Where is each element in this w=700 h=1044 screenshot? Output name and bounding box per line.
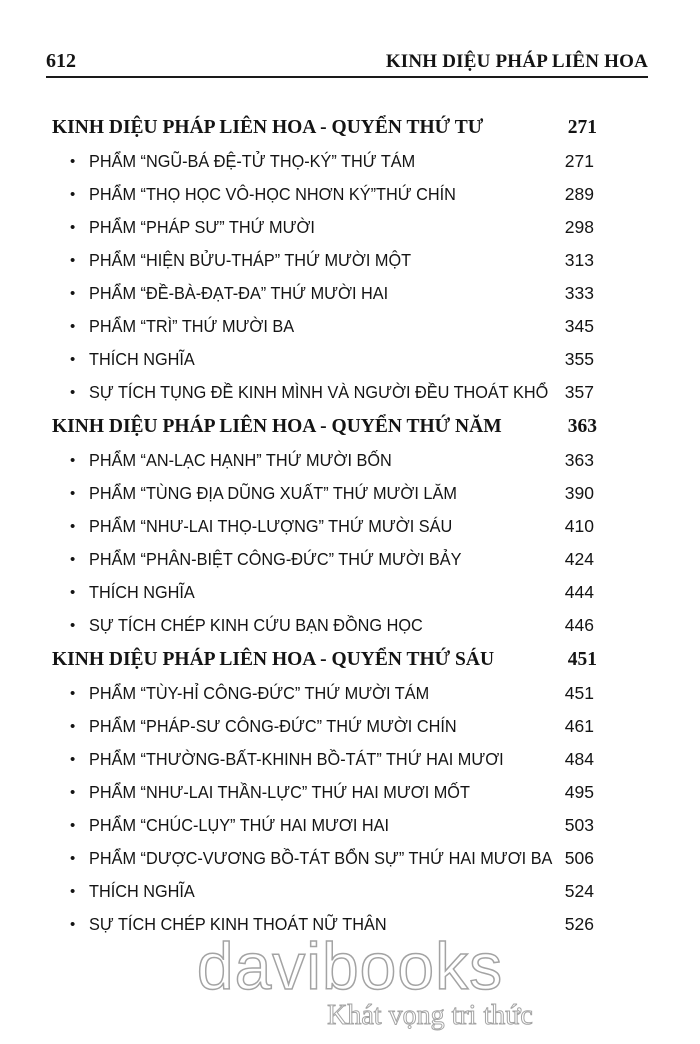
bullet-icon: • — [70, 384, 76, 401]
entry-title: THÍCH NGHĨA — [89, 582, 195, 602]
entry-title: SỰ TÍCH CHÉP KINH THOÁT NỮ THÂN — [89, 914, 387, 934]
toc-entry — [52, 843, 597, 876]
entry-page-number: 363 — [564, 450, 594, 470]
entry-title: THÍCH NGHĨA — [89, 349, 195, 369]
toc-entry — [52, 876, 597, 909]
toc-entry — [52, 678, 597, 711]
entry-page-number: 506 — [564, 848, 594, 868]
entry-page-number: 524 — [564, 881, 594, 901]
entry-page-number: 484 — [564, 749, 594, 769]
entry-title: PHẨM “NGŨ-BÁ ĐỆ-TỬ THỌ-KÝ” THỨ TÁM — [89, 151, 416, 171]
entry-title: PHẨM “NHƯ-LAI THẦN-LỰC” THỨ HAI MƯƠI MỐT — [89, 782, 470, 802]
bullet-icon: • — [70, 817, 76, 834]
toc-entry — [52, 245, 597, 278]
toc-entry — [52, 810, 597, 843]
toc-entry — [52, 711, 597, 744]
entry-title: PHẨM “PHÁP SƯ” THỨ MƯỜI — [89, 217, 315, 237]
bullet-icon: • — [70, 318, 76, 335]
entry-title: PHẨM “ĐỀ-BÀ-ĐẠT-ĐA” THỨ MƯỜI HAI — [89, 283, 389, 303]
entry-page-number: 333 — [564, 283, 594, 303]
entry-title: PHẨM “THƯỜNG-BẤT-KHINH BỒ-TÁT” THỨ HAI MƯƠI — [89, 749, 504, 769]
entry-title: PHẨM “TRÌ” THỨ MƯỜI BA — [89, 316, 295, 336]
bullet-icon: • — [70, 883, 76, 900]
running-title: KINH DIỆU PHÁP LIÊN HOA — [385, 51, 648, 72]
toc-entry — [52, 544, 597, 577]
section-title: KINH DIỆU PHÁP LIÊN HOA - QUYỂN THỨ NĂM — [52, 416, 502, 437]
toc-entry — [52, 212, 597, 245]
entry-page-number: 410 — [564, 516, 594, 536]
entry-title: PHẨM “NHƯ-LAI THỌ-LƯỢNG” THỨ MƯỜI SÁU — [89, 516, 453, 536]
entry-title: PHẨM “TÙY-HỈ CÔNG-ĐỨC” THỨ MƯỜI TÁM — [89, 683, 430, 703]
bullet-icon: • — [70, 784, 76, 801]
toc-entry — [52, 377, 597, 410]
bullet-icon: • — [70, 685, 76, 702]
page-number: 612 — [46, 50, 76, 72]
bullet-icon: • — [70, 485, 76, 502]
bullet-icon: • — [70, 850, 76, 867]
toc-entry — [52, 478, 597, 511]
toc-entry — [52, 344, 597, 377]
entry-page-number: 446 — [564, 615, 594, 635]
toc-entry — [52, 577, 597, 610]
section-heading — [52, 111, 597, 146]
toc-entry — [52, 311, 597, 344]
toc-entry — [52, 744, 597, 777]
entry-page-number: 503 — [564, 815, 594, 835]
section-page-number: 271 — [567, 117, 597, 138]
entry-page-number: 495 — [564, 782, 594, 802]
bullet-icon: • — [70, 584, 76, 601]
entry-page-number: 345 — [564, 316, 594, 336]
entry-title: PHẨM “HIỆN BỬU-THÁP” THỨ MƯỜI MỘT — [89, 250, 412, 270]
bullet-icon: • — [70, 518, 76, 535]
toc-entry — [52, 610, 597, 643]
entry-page-number: 444 — [564, 582, 594, 602]
entry-page-number: 526 — [564, 914, 594, 934]
bullet-icon: • — [70, 351, 76, 368]
bullet-icon: • — [70, 252, 76, 269]
entry-title: PHẨM “AN-LẠC HẠNH” THỨ MƯỜI BỐN — [89, 450, 392, 470]
section-title: KINH DIỆU PHÁP LIÊN HOA - QUYỂN THỨ TƯ — [52, 117, 484, 138]
toc-entry — [52, 445, 597, 478]
toc-entry — [52, 278, 597, 311]
entry-page-number: 390 — [564, 483, 594, 503]
entry-title: PHẨM “PHÁP-SƯ CÔNG-ĐỨC” THỨ MƯỜI CHÍN — [89, 716, 457, 736]
entry-title: SỰ TÍCH CHÉP KINH CỨU BẠN ĐỒNG HỌC — [89, 615, 423, 635]
entry-page-number: 271 — [564, 151, 594, 171]
watermark-slogan: Khát vọng tri thức — [327, 1000, 533, 1031]
entry-page-number: 461 — [564, 716, 594, 736]
toc-entry — [52, 777, 597, 810]
entry-page-number: 451 — [564, 683, 594, 703]
entry-title: PHẨM “THỌ HỌC VÔ-HỌC NHƠN KÝ”THỨ CHÍN — [89, 184, 456, 204]
table-of-contents — [52, 111, 597, 942]
bullet-icon: • — [70, 186, 76, 203]
section-heading — [52, 410, 597, 445]
section-page-number: 451 — [567, 649, 597, 670]
page-header — [46, 46, 648, 78]
entry-title: PHẨM “TÙNG ĐỊA DŨNG XUẤT” THỨ MƯỜI LĂM — [89, 483, 457, 503]
entry-page-number: 424 — [564, 549, 594, 569]
entry-title: PHẨM “DƯỢC-VƯƠNG BỒ-TÁT BỔN SỰ” THỨ HAI MƯƠI BA — [89, 848, 553, 868]
entry-title: THÍCH NGHĨA — [89, 881, 195, 901]
toc-entry — [52, 511, 597, 544]
section-title: KINH DIỆU PHÁP LIÊN HOA - QUYỂN THỨ SÁU — [52, 649, 495, 670]
section-heading — [52, 643, 597, 678]
bullet-icon: • — [70, 718, 76, 735]
bullet-icon: • — [70, 285, 76, 302]
bullet-icon: • — [70, 219, 76, 236]
entry-page-number: 357 — [564, 382, 594, 402]
entry-title: PHẨM “PHÂN-BIỆT CÔNG-ĐỨC” THỨ MƯỜI BẢY — [89, 549, 462, 569]
bullet-icon: • — [70, 452, 76, 469]
bullet-icon: • — [70, 916, 76, 933]
entry-page-number: 313 — [564, 250, 594, 270]
entry-page-number: 298 — [564, 217, 594, 237]
toc-entry — [52, 146, 597, 179]
entry-title: SỰ TÍCH TỤNG ĐỀ KINH MÌNH VÀ NGƯỜI ĐỀU THOÁT KHỔ — [89, 382, 549, 402]
bullet-icon: • — [70, 617, 76, 634]
toc-entry — [52, 179, 597, 212]
bullet-icon: • — [70, 751, 76, 768]
entry-page-number: 355 — [564, 349, 594, 369]
bullet-icon: • — [70, 153, 76, 170]
bullet-icon: • — [70, 551, 76, 568]
watermark-logo: davibooks — [196, 929, 504, 1003]
entry-page-number: 289 — [564, 184, 594, 204]
section-page-number: 363 — [567, 416, 597, 437]
entry-title: PHẨM “CHÚC-LỤY” THỨ HAI MƯƠI HAI — [89, 815, 390, 835]
